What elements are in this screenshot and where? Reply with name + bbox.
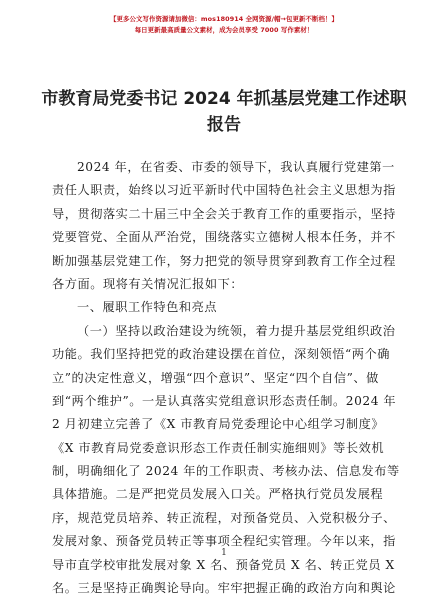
banner-line-2: 每日更新最高质量公文素材，成为会员享受 7000 写作素材！ <box>134 26 314 34</box>
document-body <box>52 156 400 600</box>
body-line: （一）坚持以政治建设为统领，着力提升基层党组织政治 <box>77 323 396 338</box>
body-line: 2024 年，在省委、市委的领导下，我认真履行党建第一 <box>77 160 395 174</box>
body-line: 名。三是坚持正确舆论导向。牢牢把握正确的政治方向和舆论 <box>52 581 396 596</box>
body-line: 责任人职责，始终以习近平新时代中国特色社会主义思想为指 <box>52 183 396 198</box>
page-number: 1 <box>221 548 227 558</box>
body-line: 立”的决定性意义，增强“四个意识”、坚定“四个自信”、做 <box>52 370 379 385</box>
body-line: 功能。我们坚持把党的政治建设摆在首位，深刻领悟“两个确 <box>52 347 390 362</box>
body-line: 发展对象、预备党员转正等事项全程纪实管理。今年以来，指 <box>52 534 396 549</box>
banner-line-1: 【更多公文写作资源请加微信：mos180914 全网资源/帽→包更新不断档！】 <box>110 15 338 23</box>
header-banner <box>0 14 448 36</box>
body-line: 各方面。现将有关情况汇报如下： <box>52 276 244 291</box>
section-heading: 一、履职工作特色和亮点 <box>77 300 218 315</box>
body-line: 党要管党、全面从严治党，围绕落实立德树人根本任务，并不 <box>52 230 396 245</box>
body-line: 断加强基层党建工作，努力把党的领导贯穿到教育工作全过程 <box>52 253 396 268</box>
body-line: 导市直学校审批发展对象 X 名、预备党员 X 名、转正党员 X <box>52 557 395 572</box>
body-line: 序，规范党员培养、转正流程，对预备党员、入党积极分子、 <box>52 510 396 525</box>
body-line: 导，贯彻落实二十届三中全会关于教育工作的重要指示，坚持 <box>52 206 396 221</box>
body-line: 《X 市教育局党委意识形态工作责任制实施细则》等长效机 <box>52 440 385 455</box>
document-title <box>36 86 412 138</box>
body-line: 2 月初建立完善了《X 市教育局党委理论中心组学习制度》 <box>52 417 385 432</box>
title-line-1: 市教育局党委书记 2024 年抓基层党建工作述职 <box>41 89 407 109</box>
title-line-2: 报告 <box>207 115 241 135</box>
body-line: 制，明确细化了 2024 年的工作职责、考核办法、信息发布等 <box>52 464 400 479</box>
body-line: 具体措施。二是严把党员发展入口关。严格执行党员发展程 <box>52 487 384 502</box>
body-line: 到“两个维护”。一是认真落实党组意识形态责任制。2024 年 <box>52 393 397 408</box>
